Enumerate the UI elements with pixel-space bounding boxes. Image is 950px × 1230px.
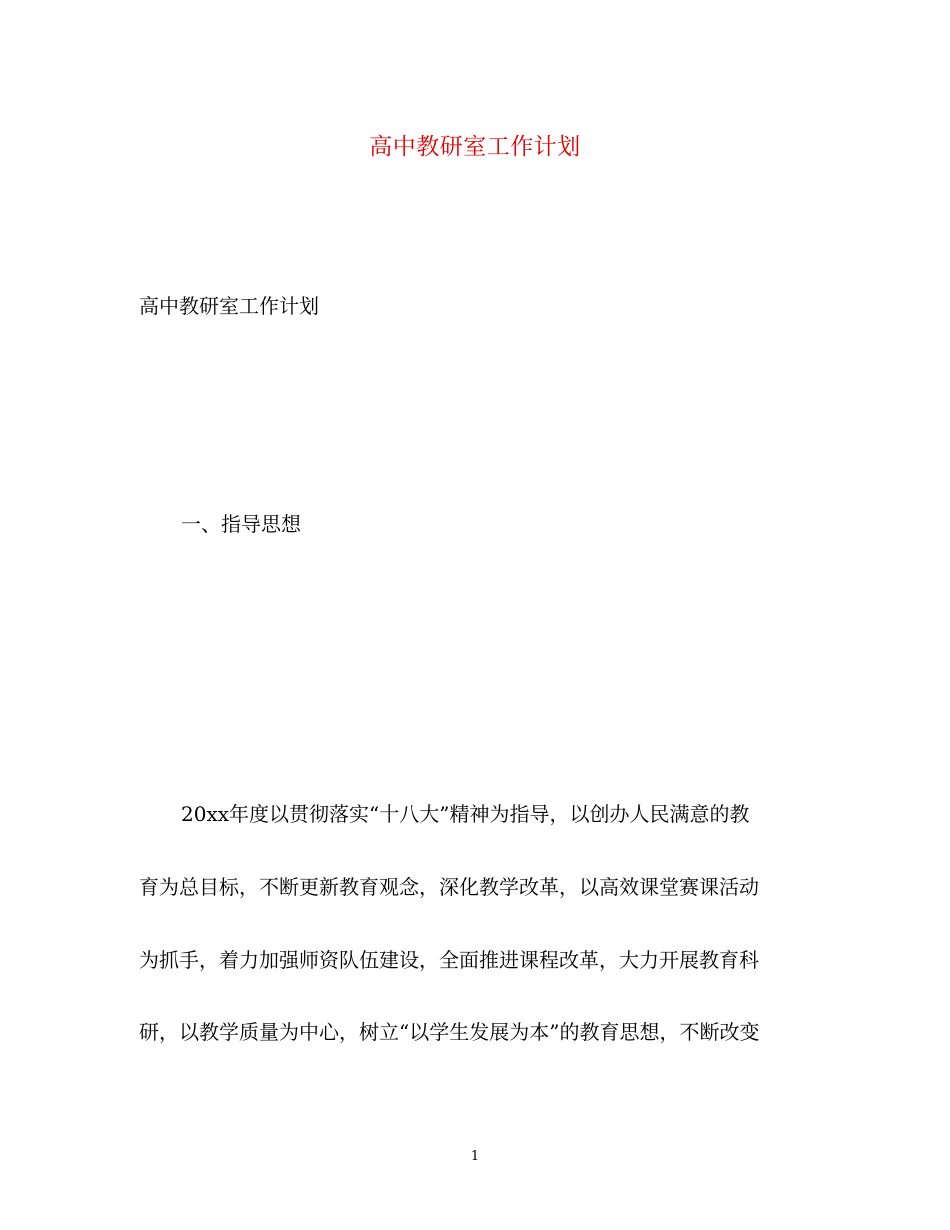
paragraph-line: 育为总目标，不断更新教育观念，深化教学改革，以高效课堂赛课活动 [139,875,759,899]
paragraph-line: 20xx年度以贯彻落实“十八大”精神为指导，以创办人民满意的教 [181,802,750,826]
section-heading: 一、指导思想 [181,512,301,536]
document-title: 高中教研室工作计划 [369,134,581,160]
paragraph-line: 研，以教学质量为中心，树立“以学生发展为本”的教育思想，不断改变 [139,1020,760,1044]
document-subtitle: 高中教研室工作计划 [139,294,319,318]
page-number: 1 [470,1149,480,1164]
paragraph-line: 为抓手，着力加强师资队伍建设，全面推进课程改革，大力开展教育科 [139,948,759,972]
